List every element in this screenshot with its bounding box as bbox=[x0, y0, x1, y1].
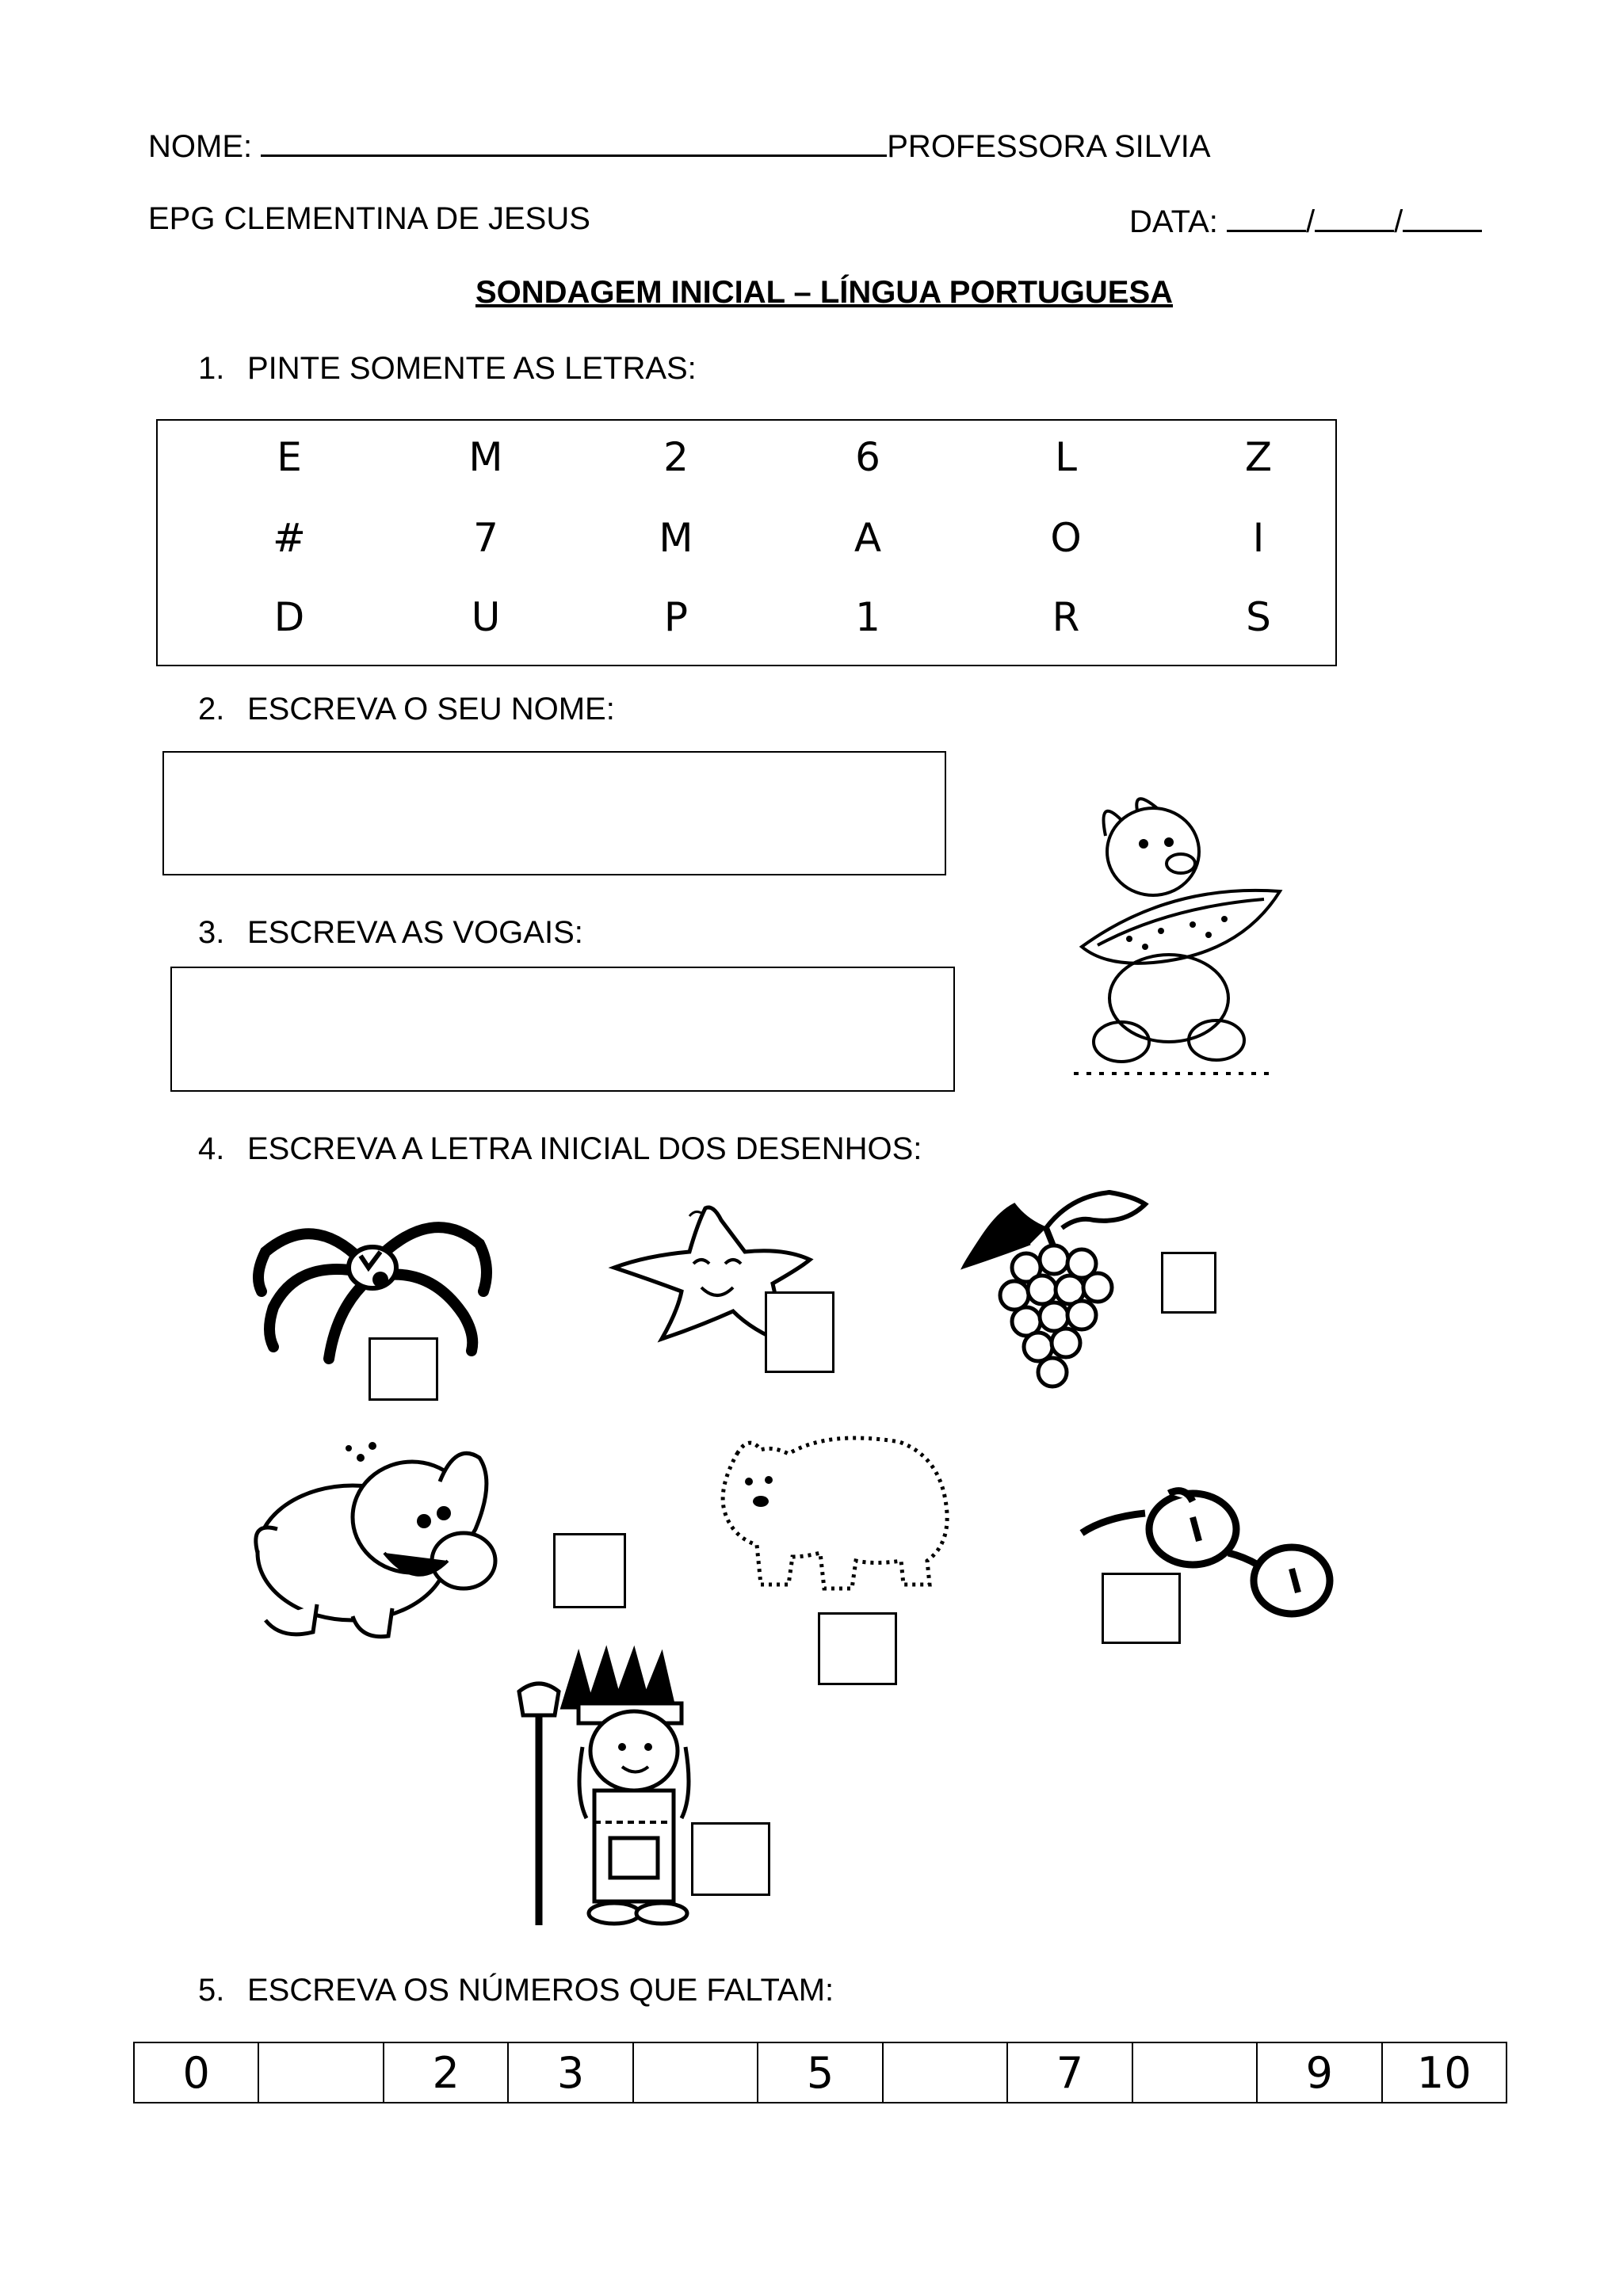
elephant-icon bbox=[242, 1434, 503, 1648]
question-number: 1. bbox=[198, 351, 225, 386]
question-text: ESCREVA AS VOGAIS: bbox=[247, 915, 583, 950]
grid-character[interactable]: P bbox=[663, 594, 689, 640]
question-2 bbox=[198, 692, 615, 727]
grapes-icon bbox=[951, 1180, 1157, 1394]
number-cell: 3 bbox=[508, 2042, 632, 2103]
date-day-blank[interactable] bbox=[1227, 200, 1306, 232]
grid-character[interactable]: S bbox=[1246, 594, 1271, 640]
grid-character[interactable]: A bbox=[854, 515, 882, 561]
question-3 bbox=[198, 915, 583, 951]
date-separator: / bbox=[1394, 204, 1403, 239]
number-blank-cell[interactable] bbox=[258, 2042, 383, 2103]
number-blank-cell[interactable] bbox=[883, 2042, 1007, 2103]
date-separator: / bbox=[1305, 204, 1316, 239]
date-year-blank[interactable] bbox=[1403, 200, 1482, 232]
grid-character[interactable]: L bbox=[1055, 434, 1077, 480]
question-4 bbox=[198, 1131, 922, 1167]
question-5 bbox=[198, 1973, 834, 2008]
number-cell: 2 bbox=[384, 2042, 508, 2103]
grid-character[interactable]: Z bbox=[1244, 434, 1273, 480]
grid-character[interactable]: E bbox=[277, 434, 302, 480]
number-cell: 9 bbox=[1257, 2042, 1381, 2103]
number-cell: 0 bbox=[134, 2042, 258, 2103]
number-blank-cell[interactable] bbox=[633, 2042, 758, 2103]
grid-character[interactable]: 2 bbox=[663, 434, 689, 480]
number-cell: 10 bbox=[1382, 2042, 1507, 2103]
question-text: ESCREVA A LETRA INICIAL DOS DESENHOS: bbox=[247, 1131, 922, 1166]
number-cell: 5 bbox=[758, 2042, 882, 2103]
grid-character[interactable]: 1 bbox=[855, 594, 880, 640]
glasses-answer-box[interactable] bbox=[1102, 1573, 1181, 1644]
question-text: ESCREVA O SEU NOME: bbox=[247, 692, 615, 727]
name-label: NOME: bbox=[148, 129, 253, 164]
bear-icon bbox=[717, 1426, 955, 1596]
grapes-answer-box[interactable] bbox=[1161, 1252, 1216, 1314]
grid-character[interactable]: O bbox=[1050, 515, 1082, 561]
star-answer-box[interactable] bbox=[765, 1291, 834, 1373]
name-answer-box[interactable] bbox=[162, 751, 946, 875]
question-number: 2. bbox=[198, 692, 225, 727]
piglet-icon bbox=[1058, 788, 1288, 1085]
grid-character[interactable]: U bbox=[471, 594, 501, 640]
spider-answer-box[interactable] bbox=[369, 1337, 438, 1401]
question-number: 3. bbox=[198, 915, 225, 950]
name-line bbox=[148, 124, 1211, 166]
name-blank[interactable] bbox=[261, 124, 887, 157]
page-title: SONDAGEM INICIAL – LÍNGUA PORTUGUESA bbox=[475, 275, 1174, 310]
grid-character[interactable]: # bbox=[273, 515, 306, 561]
school-name: EPG CLEMENTINA DE JESUS bbox=[148, 201, 590, 236]
number-blank-cell[interactable] bbox=[1132, 2042, 1257, 2103]
table-row bbox=[134, 2042, 1507, 2103]
letter-grid bbox=[156, 419, 1337, 666]
elephant-answer-box[interactable] bbox=[553, 1533, 626, 1608]
date-line bbox=[1129, 200, 1482, 241]
grid-character[interactable]: 6 bbox=[855, 434, 880, 480]
bear-answer-box[interactable] bbox=[818, 1612, 897, 1685]
question-number: 4. bbox=[198, 1131, 225, 1166]
grid-character[interactable]: 7 bbox=[473, 515, 498, 561]
number-sequence-table bbox=[133, 2042, 1507, 2103]
grid-character[interactable]: M bbox=[659, 515, 693, 561]
vowels-answer-box[interactable] bbox=[170, 967, 955, 1092]
grid-character[interactable]: D bbox=[273, 594, 305, 640]
question-number: 5. bbox=[198, 1973, 225, 2008]
question-text: PINTE SOMENTE AS LETRAS: bbox=[247, 351, 697, 386]
grid-character[interactable]: M bbox=[468, 434, 503, 480]
grid-character[interactable]: I bbox=[1252, 515, 1265, 561]
date-month-blank[interactable] bbox=[1315, 200, 1394, 232]
indian-answer-box[interactable] bbox=[691, 1822, 770, 1896]
teacher-name: PROFESSORA SILVIA bbox=[887, 129, 1211, 164]
number-cell: 7 bbox=[1007, 2042, 1132, 2103]
question-text: ESCREVA OS NÚMEROS QUE FALTAM: bbox=[247, 1973, 834, 2008]
date-label: DATA: bbox=[1129, 204, 1218, 239]
grid-character[interactable]: R bbox=[1052, 594, 1080, 640]
question-1 bbox=[198, 351, 697, 387]
